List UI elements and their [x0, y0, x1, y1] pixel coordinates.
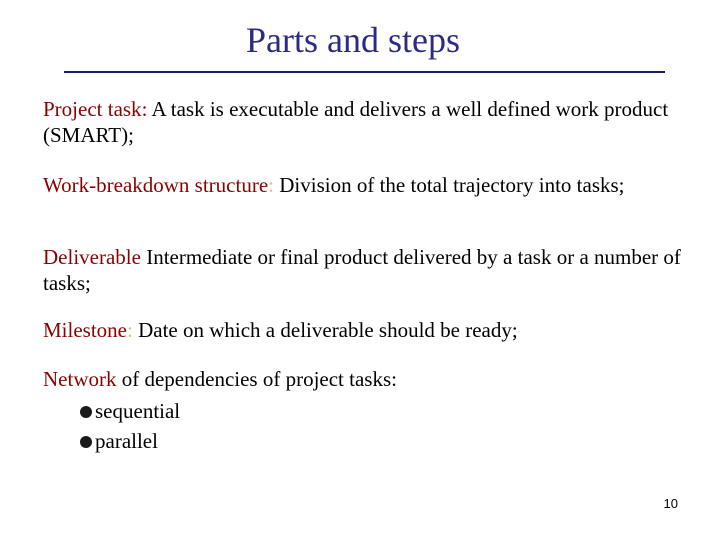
- list-item: [80, 396, 180, 426]
- separator: :: [141, 97, 148, 121]
- title-underline: [64, 71, 665, 73]
- bullet-text-sequential: sequential: [95, 399, 181, 423]
- term-project-task: Project task: [43, 97, 142, 121]
- item-milestone: [43, 317, 683, 343]
- item-deliverable: [43, 244, 683, 296]
- page-number: 10: [663, 496, 678, 511]
- term-network: Network: [43, 367, 117, 391]
- bullet-dot-icon: [80, 436, 92, 448]
- item-network: [43, 366, 683, 392]
- item-project-task: [43, 96, 683, 148]
- item-work-breakdown-structure: [43, 172, 683, 198]
- slide-title: Parts and steps: [246, 20, 460, 60]
- term-deliverable: Deliverable: [43, 245, 141, 269]
- term-work-breakdown-structure: Work-breakdown structure: [43, 173, 269, 197]
- list-item: [80, 426, 180, 456]
- definition-deliverable: Intermediate or final product delivered by a task or a number of tasks;: [43, 245, 681, 295]
- definition-work-breakdown-structure: Division of the total trajectory into tasks;: [274, 173, 625, 197]
- definition-network: of dependencies of project tasks:: [116, 367, 397, 391]
- definition-milestone: Date on which a deliverable should be ready;: [132, 318, 518, 342]
- bullet-dot-icon: [80, 406, 92, 418]
- network-bullet-list: [80, 396, 180, 456]
- bullet-text-parallel: parallel: [95, 429, 158, 453]
- separator: :: [268, 173, 274, 197]
- definition-project-task: A task is executable and delivers a well defined work product (SMART);: [43, 97, 669, 147]
- separator: :: [127, 318, 133, 342]
- term-milestone: Milestone: [43, 318, 127, 342]
